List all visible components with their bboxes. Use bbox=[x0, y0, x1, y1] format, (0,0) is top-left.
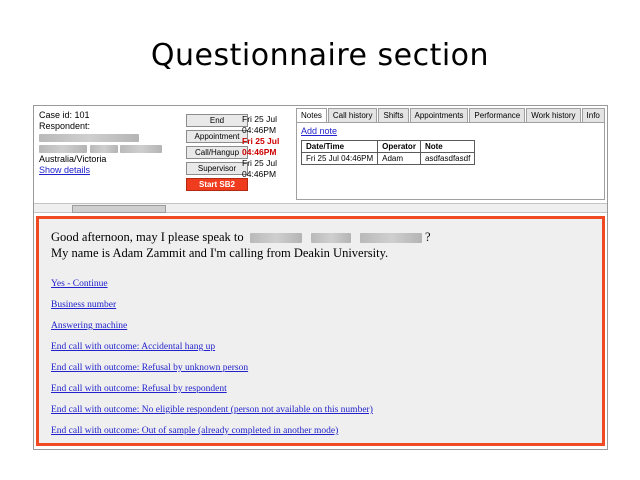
time-column bbox=[242, 114, 296, 180]
tab-call-history[interactable]: Call history bbox=[328, 108, 378, 122]
tab-info[interactable]: Info bbox=[582, 108, 605, 122]
time-date-2: Fri 25 Jul bbox=[242, 136, 280, 146]
respondent-label: Respondent: bbox=[39, 121, 91, 131]
tab-appointments[interactable]: Appointments bbox=[410, 108, 469, 122]
greeting-text-post: ? bbox=[425, 230, 431, 244]
action-button-column bbox=[186, 114, 248, 194]
option-accidental-hangup[interactable]: End call with outcome: Accidental hang up bbox=[51, 342, 216, 352]
horizontal-scrollbar[interactable] bbox=[34, 203, 607, 213]
end-button[interactable]: End bbox=[186, 114, 248, 127]
time-value-3: 04:46PM bbox=[242, 169, 277, 179]
case-id-label: Case id: 101 bbox=[39, 110, 90, 120]
tab-performance[interactable]: Performance bbox=[469, 108, 525, 122]
add-note-link[interactable]: Add note bbox=[301, 126, 338, 136]
redaction-bar bbox=[311, 233, 351, 243]
column-note: Note bbox=[420, 141, 474, 153]
column-operator: Operator bbox=[378, 141, 421, 153]
supervisor-button[interactable]: Supervisor bbox=[186, 162, 248, 175]
case-location: Australia/Victoria bbox=[39, 154, 107, 164]
show-details-link[interactable]: Show details bbox=[39, 165, 91, 175]
tab-strip bbox=[296, 108, 605, 122]
notes-table bbox=[301, 140, 475, 165]
time-value-1: 04:46PM bbox=[242, 125, 277, 135]
notes-tab-body bbox=[296, 122, 605, 200]
page-title: Questionnaire section bbox=[150, 38, 490, 73]
table-row bbox=[302, 153, 475, 165]
option-refusal-respondent[interactable]: End call with outcome: Refusal by respondent bbox=[51, 384, 227, 394]
time-date-1: Fri 25 Jul bbox=[242, 114, 277, 124]
tab-notes[interactable]: Notes bbox=[296, 108, 327, 122]
cell-datetime: Fri 25 Jul 04:46PM bbox=[302, 153, 378, 165]
greeting-text-pre: Good afternoon, may I please speak to bbox=[51, 230, 244, 244]
info-tab-panel bbox=[296, 108, 605, 203]
option-business-number[interactable]: Business number bbox=[51, 300, 117, 310]
greeting-line-1 bbox=[51, 229, 590, 245]
application-screenshot bbox=[33, 105, 608, 450]
option-out-of-sample[interactable]: End call with outcome: Out of sample (already completed in another mode) bbox=[51, 426, 339, 436]
call-hangup-button[interactable]: Call/Hangup bbox=[186, 146, 248, 159]
redaction-bar bbox=[250, 233, 302, 243]
redaction-bar bbox=[39, 145, 87, 153]
appointment-button[interactable]: Appointment bbox=[186, 130, 248, 143]
redaction-bar bbox=[90, 145, 118, 153]
tab-work-history[interactable]: Work history bbox=[526, 108, 580, 122]
time-date-3: Fri 25 Jul bbox=[242, 158, 277, 168]
time-value-2: 04:46PM bbox=[242, 147, 277, 157]
start-sb2-button[interactable]: Start SB2 bbox=[186, 178, 248, 191]
option-answering-machine[interactable]: Answering machine bbox=[51, 321, 128, 331]
redaction-bar bbox=[39, 134, 139, 142]
redaction-bar bbox=[120, 145, 162, 153]
questionnaire-script-region bbox=[36, 216, 605, 446]
tab-shifts[interactable]: Shifts bbox=[378, 108, 408, 122]
option-no-eligible-respondent[interactable]: End call with outcome: No eligible respondent (person not available on this number) bbox=[51, 405, 373, 415]
cell-operator: Adam bbox=[378, 153, 421, 165]
redaction-bar bbox=[360, 233, 422, 243]
option-yes-continue[interactable]: Yes - Continue bbox=[51, 279, 108, 289]
scrollbar-thumb[interactable] bbox=[72, 205, 166, 213]
cell-note: asdfasdfasdf bbox=[420, 153, 474, 165]
greeting-line-2: My name is Adam Zammit and I'm calling from Deakin University. bbox=[51, 246, 389, 260]
table-header-row bbox=[302, 141, 475, 153]
column-datetime: Date/Time bbox=[302, 141, 378, 153]
option-refusal-unknown-person[interactable]: End call with outcome: Refusal by unknown person bbox=[51, 363, 249, 373]
